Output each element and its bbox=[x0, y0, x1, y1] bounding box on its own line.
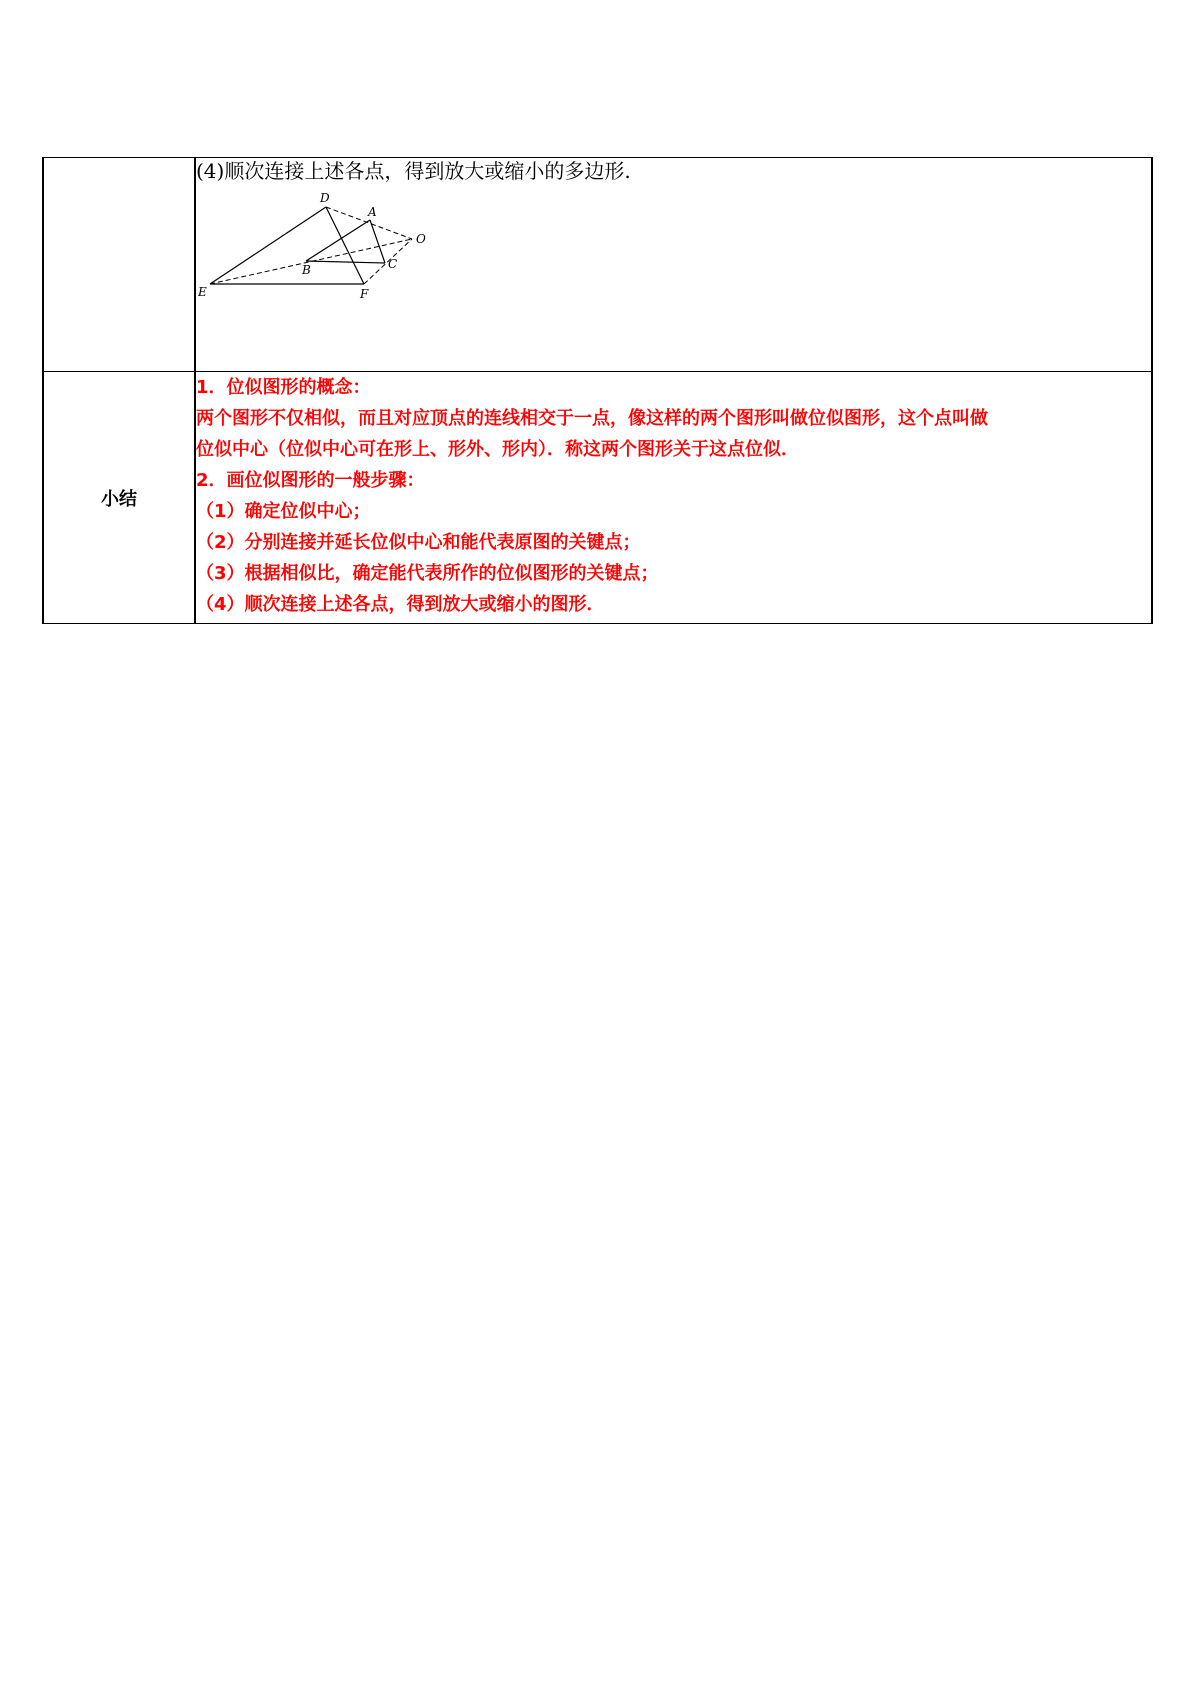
point-label-d: D bbox=[320, 191, 330, 205]
point-label-o: O bbox=[416, 232, 426, 246]
summary-content bbox=[195, 372, 1152, 624]
summary-line: （3）根据相似比，确定能代表所作的位似图形的关键点； bbox=[196, 563, 659, 584]
summary-line: （1）确定位似中心； bbox=[196, 501, 371, 522]
summary-line: （2）分别连接并延长位似中心和能代表原图的关键点； bbox=[196, 532, 641, 553]
table-row bbox=[43, 158, 1152, 372]
row-content-cell bbox=[195, 158, 1152, 372]
point-label-e: E bbox=[198, 285, 207, 299]
summary-line: 两个图形不仅相似，而且对应顶点的连线相交于一点，像这样的两个图形叫做位似图形，这个点叫做 bbox=[196, 408, 988, 429]
point-label-b: B bbox=[302, 263, 311, 277]
lesson-table bbox=[42, 157, 1153, 624]
row-label-cell bbox=[43, 158, 195, 372]
point-label-f: F bbox=[360, 287, 369, 301]
summary-line: 1．位似图形的概念： bbox=[196, 377, 371, 398]
summary-line: （4）顺次连接上述各点，得到放大或缩小的图形． bbox=[196, 594, 605, 615]
point-label-c: C bbox=[388, 257, 398, 271]
step4-text: (4)顺次连接上述各点，得到放大或缩小的多边形. bbox=[196, 159, 631, 183]
table-row bbox=[43, 372, 1152, 624]
summary-label: 小结 bbox=[43, 372, 195, 624]
summary-line: 2．画位似图形的一般步骤： bbox=[196, 470, 425, 491]
homothety-figure bbox=[198, 188, 438, 308]
summary-line: 位似中心（位似中心可在形上、形外、形内）．称这两个图形关于这点位似． bbox=[196, 439, 799, 460]
point-label-a: A bbox=[368, 205, 377, 219]
